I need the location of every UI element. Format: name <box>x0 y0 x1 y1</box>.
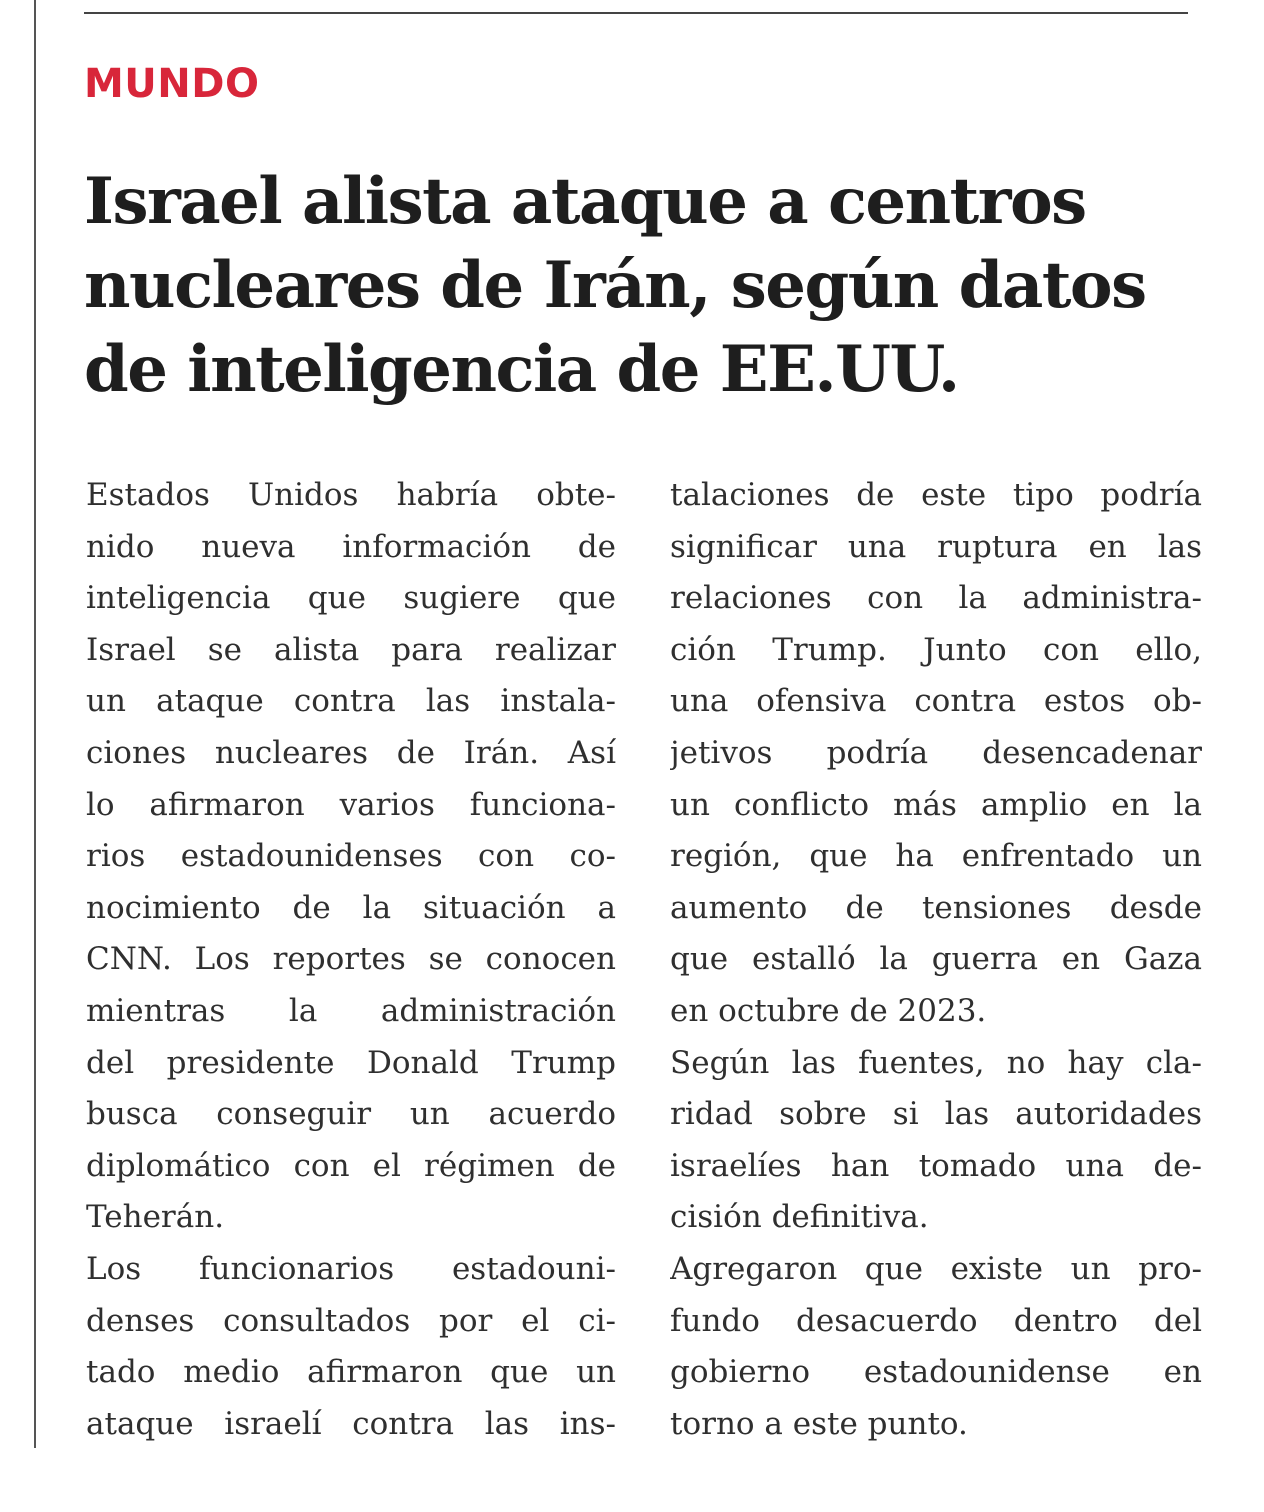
body-line: nido nueva información de <box>86 528 616 565</box>
headline-line: Israel alista ataque a centros <box>84 164 1086 239</box>
body-line: que estalló la guerra en Gaza <box>670 941 1202 978</box>
body-line: cisión definitiva. <box>670 1199 929 1236</box>
body-line: Los funcionarios estadouni- <box>86 1250 616 1287</box>
body-line: inteligencia que sugiere que <box>86 580 616 617</box>
body-line: un ataque contra las instala- <box>86 683 616 720</box>
headline <box>84 160 1214 412</box>
body-line: nocimiento de la situación a <box>86 889 616 926</box>
body-line: gobierno estadounidense en <box>670 1354 1202 1391</box>
body-line: ciones nucleares de Irán. Así <box>86 734 616 771</box>
article-column-left <box>86 470 616 1450</box>
section-label: MUNDO <box>84 61 260 107</box>
body-line: ción Trump. Junto con ello, <box>670 631 1202 668</box>
body-line: busca conseguir un acuerdo <box>86 1096 616 1133</box>
body-line: mientras la administración <box>86 992 616 1029</box>
article-column-right <box>670 470 1202 1450</box>
body-line: talaciones de este tipo podría <box>670 477 1202 513</box>
body-line: tado medio afirmaron que un <box>86 1354 616 1391</box>
page-top-rule <box>84 12 1188 14</box>
headline-line: nucleares de Irán, según datos <box>84 248 1146 323</box>
body-line: significar una ruptura en las <box>670 528 1202 565</box>
body-line: Agregaron que existe un pro- <box>670 1250 1202 1287</box>
body-line: ataque israelí contra las ins- <box>86 1405 616 1442</box>
page-left-rule <box>34 0 36 1448</box>
body-line: Estados Unidos habría obte- <box>86 477 616 513</box>
body-line: rios estadounidenses con co- <box>86 838 616 875</box>
body-line: denses consultados por el ci- <box>86 1302 616 1339</box>
body-line: diplomático con el régimen de <box>86 1147 616 1184</box>
headline-line: de inteligencia de EE.UU. <box>84 332 959 407</box>
body-line: torno a este punto. <box>670 1405 968 1442</box>
body-line: fundo desacuerdo dentro del <box>670 1302 1202 1339</box>
body-line: israelíes han tomado una de- <box>670 1147 1202 1184</box>
body-line: relaciones con la administra- <box>670 580 1202 617</box>
body-line: aumento de tensiones desde <box>670 889 1202 926</box>
body-line: región, que ha enfrentado un <box>670 838 1202 875</box>
body-line: jetivos podría desencadenar <box>670 734 1202 771</box>
body-line: ridad sobre si las autoridades <box>670 1096 1202 1133</box>
body-line: en octubre de 2023. <box>670 992 987 1029</box>
body-line: un conflicto más amplio en la <box>670 786 1202 823</box>
body-line: lo afirmaron varios funciona- <box>86 786 616 823</box>
body-line: CNN. Los reportes se conocen <box>86 941 616 978</box>
body-line: Teherán. <box>86 1199 225 1236</box>
body-line: Israel se alista para realizar <box>86 631 616 668</box>
body-line: del presidente Donald Trump <box>86 1044 616 1081</box>
body-line: Según las fuentes, no hay cla- <box>670 1044 1202 1081</box>
body-line: una ofensiva contra estos ob- <box>670 683 1202 720</box>
